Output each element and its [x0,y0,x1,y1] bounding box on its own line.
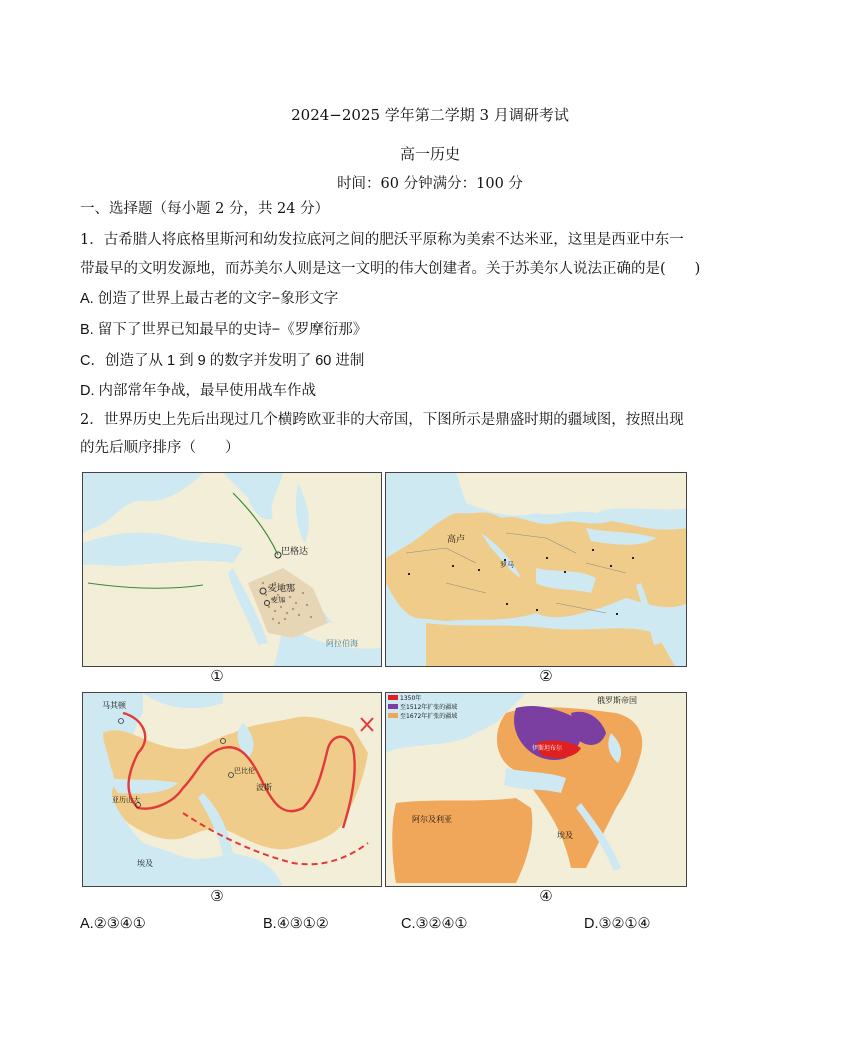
place-egypt-3: 埃及 [137,859,153,868]
map-label-1: ① [210,667,224,685]
place-rome: 罗马 [500,561,514,569]
map-roman-empire [385,472,687,667]
q2-answer-a: A.②③④① [80,916,146,932]
place-russian-empire: 俄罗斯帝国 [597,696,637,705]
map-label-3: ③ [210,887,224,905]
place-alexandria: 亚历山大 [112,796,140,804]
q2-stem-line2: 的先后顺序排序（ ） [80,440,240,456]
empire-maps-figure [82,470,692,910]
exam-title: 2024−2025 学年第二学期 3 月调研考试 [291,106,569,124]
place-arabian-sea: 阿拉伯海 [326,639,358,648]
place-macedon: 马其顿 [102,701,126,710]
place-persia: 波斯 [256,783,272,792]
place-istanbul: 伊斯坦布尔 [532,745,563,752]
map-ottoman-empire [385,692,687,887]
map-label-2: ② [539,667,553,685]
legend-1672: 至1672年扩张的疆域 [400,713,458,720]
place-gaul: 高卢 [447,535,466,545]
q1-stem-line2: 带最早的文明发源地，而苏美尔人则是这一文明的伟大创建者。关于苏美尔人说法正确的是( ) [80,261,701,277]
q2-answer-b: B.④③①② [263,916,329,932]
q2-answer-d: D.③②①④ [584,916,651,932]
place-algeria: 阿尔及利亚 [412,815,452,824]
q1-option-b: B. 留下了世界已知最早的史诗−《罗摩衍那》 [80,322,368,338]
place-babylon: 巴比伦 [234,767,255,775]
q1-option-a: A. 创造了世界上最古老的文字−象形文字 [80,291,339,307]
place-medina: 麦地那 [268,584,296,594]
q2-answer-options [80,916,780,938]
q2-answer-c: C.③②④① [401,916,468,932]
exam-time-info: 时间：60 分钟满分：100 分 [337,176,523,192]
place-egypt-4: 埃及 [557,831,573,840]
place-baghdad: 巴格达 [281,547,309,557]
q1-option-c: C．创造了从 1 到 9 的数字并发明了 60 进制 [80,353,365,369]
legend-1512: 至1512年扩张的疆域 [400,704,458,711]
q1-option-d: D. 内部常年争战，最早使用战车作战 [80,383,317,399]
map-label-4: ④ [539,887,553,905]
q1-stem-line1: 1．古希腊人将底格里斯河和幼发拉底河之间的肥沃平原称为美索不达米亚，这里是西亚中东一 [80,232,684,248]
exam-subject: 高一历史 [399,145,460,163]
section-heading: 一、选择题（每小题 2 分，共 24 分） [80,201,330,217]
legend-1350: 1350年 [400,695,422,702]
q2-stem-line1: 2．世界历史上先后出现过几个横跨欧亚非的大帝国，下图所示是鼎盛时期的疆域图，按照出现 [80,412,684,428]
map-alexander-empire [82,692,382,887]
place-mecca: 麦加 [271,596,285,604]
